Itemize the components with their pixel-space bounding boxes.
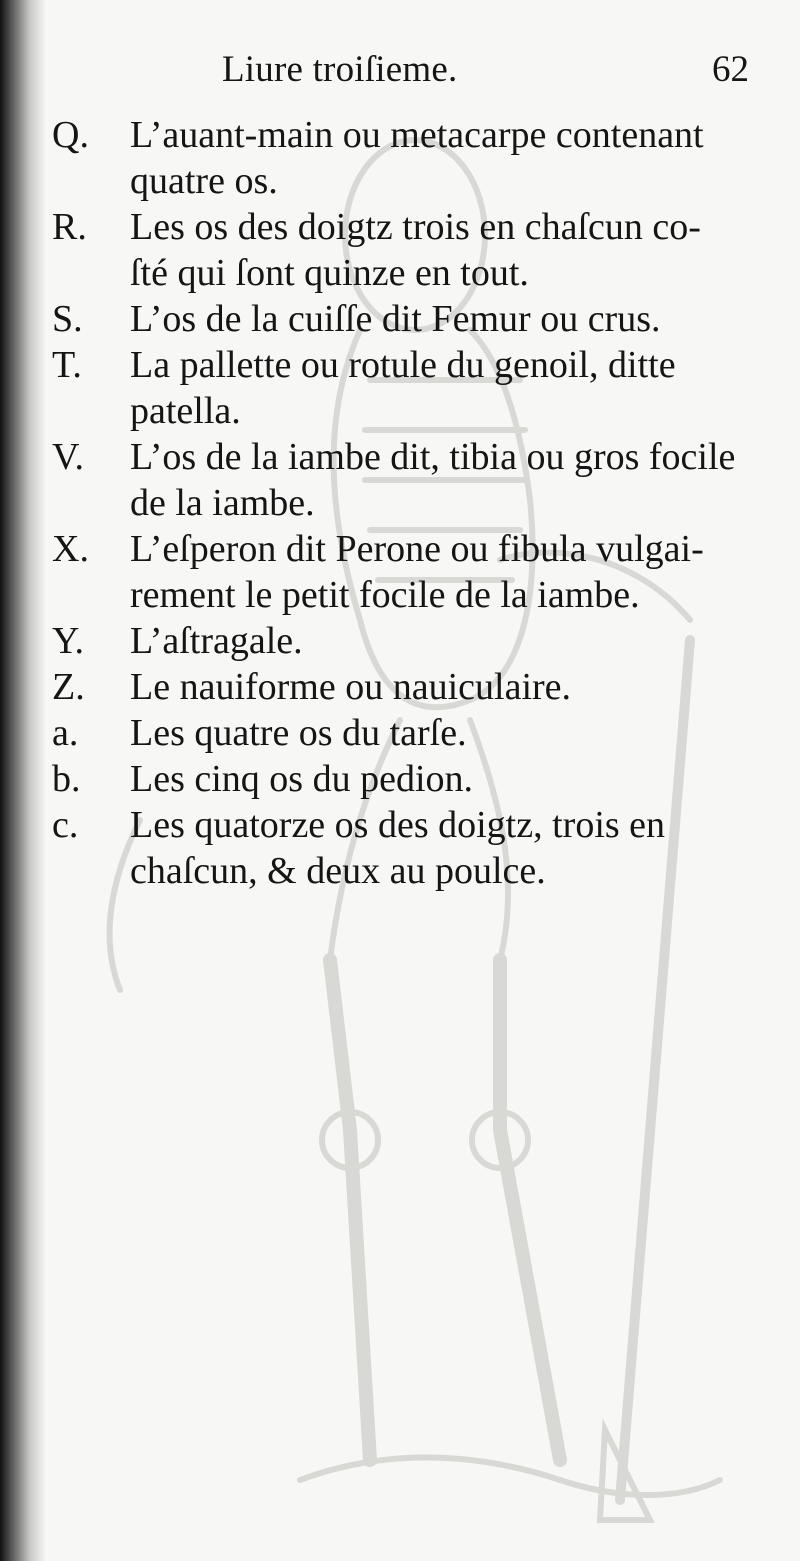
legend-entry-c xyxy=(0,802,800,894)
legend-entry-b xyxy=(0,756,800,802)
entry-letter: R. xyxy=(52,206,87,248)
entry-letter: V. xyxy=(52,436,85,478)
entry-letter: X. xyxy=(52,528,89,570)
entry-text: L’os de la iambe dit, tibia ou gros focile de la iambe. xyxy=(130,436,736,524)
page-number: 62 xyxy=(712,49,749,90)
entry-text: L’aſtragale. xyxy=(130,620,303,662)
entry-text: Le nauiforme ou nauiculaire. xyxy=(130,666,572,708)
entry-text: Les os des doigtz trois en chaſcun co- ſté qui ſont quinze en tout. xyxy=(130,206,701,294)
entry-letter: b. xyxy=(52,758,81,800)
entry-letter: Y. xyxy=(52,620,85,662)
show-through-left-leg xyxy=(330,960,370,1460)
entry-text: Les cinq os du pedion. xyxy=(130,758,474,800)
entry-letter: T. xyxy=(52,344,82,386)
entry-letter: Q. xyxy=(52,114,89,156)
page-header xyxy=(0,48,800,100)
legend-entry-z xyxy=(0,664,800,710)
entry-letter: a. xyxy=(52,712,79,754)
legend-entry-r xyxy=(0,204,800,296)
legend-entry-t xyxy=(0,342,800,434)
entry-letter: S. xyxy=(52,298,83,340)
running-title: Liure troiſieme. xyxy=(222,49,458,90)
show-through-right-leg xyxy=(500,960,560,1460)
entry-letter: c. xyxy=(52,804,79,846)
entry-text: L’eſperon dit Perone ou fibula vulgai- rement le petit focile de la iambe. xyxy=(130,528,704,616)
legend-entry-q xyxy=(0,112,800,204)
show-through-ground xyxy=(300,1458,720,1496)
legend-entry-y xyxy=(0,618,800,664)
legend-entry-x xyxy=(0,526,800,618)
legend-entries xyxy=(0,112,800,894)
entry-text: Les quatorze os des doigtz, trois en chaſcun, & deux au poulce. xyxy=(130,804,666,892)
entry-letter: Z. xyxy=(52,666,85,708)
entry-text: L’auant-main ou metacarpe contenant quatre os. xyxy=(130,114,704,202)
entry-text: L’os de la cuiſſe dit Femur ou crus. xyxy=(130,298,661,340)
legend-entry-a xyxy=(0,710,800,756)
entry-text: Les quatre os du tarſe. xyxy=(130,712,467,754)
entry-text: La pallette ou rotule du genoil, ditte patella. xyxy=(130,344,676,432)
legend-entry-v xyxy=(0,434,800,526)
legend-entry-s xyxy=(0,296,800,342)
